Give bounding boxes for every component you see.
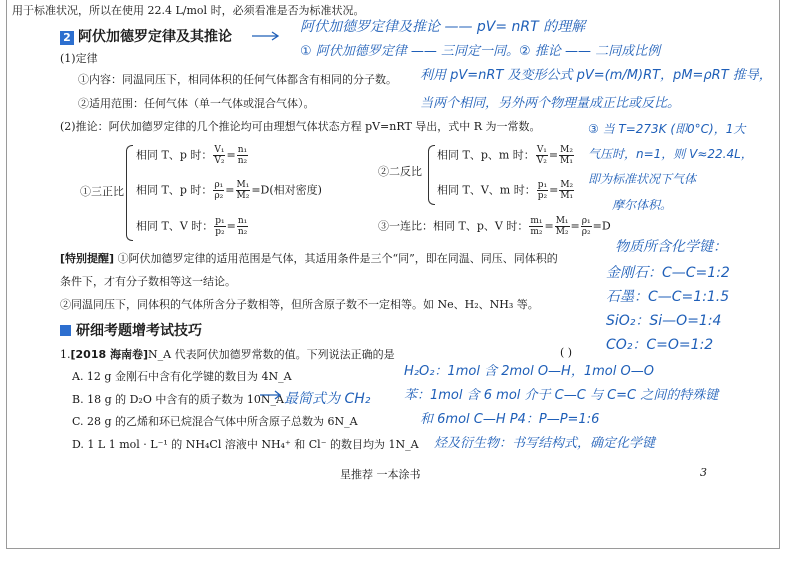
- note-law-summary: ① 阿伏加德罗定律 —— 三同定一同。② 推论 —— 二同成比例: [300, 44, 661, 59]
- footer-text: 星推荐 一本涂书: [340, 468, 421, 481]
- answer-paren: ( ): [560, 346, 573, 359]
- two-inverse-label: ②二反比: [378, 165, 422, 178]
- section1-title: 阿伏加德罗定律及其推论: [78, 29, 232, 45]
- note-diamond: 金刚石：C—C=1:2: [606, 265, 730, 281]
- note-benzene: 苯：1mol 含 6 mol 介于 C—C 与 C=C 之间的特殊键: [404, 388, 719, 403]
- note-stp-4: 摩尔体积。: [612, 198, 673, 212]
- arrow-icon: [258, 390, 284, 400]
- note-stp-2: 气压时，n=1，则 V≈22.4L，: [588, 147, 753, 161]
- note-bonds-title: 物质所含化学键：: [615, 239, 727, 255]
- note-hydrocarbon: 烃及衍生物：书写结构式，确定化学键: [434, 436, 656, 451]
- note-heading: 阿伏加德罗定律及推论 —— pV= nRT 的理解: [300, 19, 586, 35]
- ratio-row-3: 相同 T、V 时： $\frac{\text{p₁}}{\text{p₂}}$ = $\frac{\text{n₁}}{\text{n₂}}$: [136, 216, 248, 237]
- note-derivation: 利用 pV=nRT 及变形公式 pV=(m/M)RT，pM=ρRT 推导，: [420, 68, 772, 83]
- note-h2o2: H₂O₂：1mol 含 2mol O—H，1mol O—O: [404, 364, 654, 379]
- inverse-row-2: 相同 T、V、m 时： $\frac{\text{p₁}}{\text{p₂}}$ = $\frac{\text{M₂}}{\text{M₁}}$: [437, 180, 574, 201]
- definition-label: (1)定律: [60, 52, 98, 65]
- option-b: B. 18 g 的 D₂O 中含有的质子数为 10N_A: [72, 393, 284, 406]
- ratio-row-2: 相同 T、p 时： $\frac{\text{ρ₁}}{\text{ρ₂}}$ = $\frac{\text{M₁}}{\text{M₂}}$ =D(相对密度): [136, 180, 322, 201]
- arrow-icon: [250, 30, 282, 42]
- note-graphite: 石墨：C—C=1:1.5: [606, 289, 730, 305]
- note-sio2: SiO₂：Si—O=1:4: [606, 313, 722, 329]
- option-d: D. 1 L 1 mol · L⁻¹ 的 NH₄Cl 溶液中 NH₄⁺ 和 Cl⁻ 的数目均为 1N_A: [72, 438, 419, 451]
- inverse-row-1: 相同 T、p、m 时： $\frac{\text{V₁}}{\text{V₂}}$ = $\frac{\text{M₂}}{\text{M₁}}$: [437, 145, 573, 166]
- one-chain-row: ③一连比：相同 T、p、V 时： $\frac{\text{m₁}}{\text{m₂}}$ = $\frac{\text{M₁}}{\text{M₂}}$ = $\frac{\text{ρ₁}}{\text{ρ₂}}$ =D: [378, 216, 611, 237]
- section1-number: 2: [60, 31, 74, 45]
- note-stp-3: 即为标准状况下气体: [588, 172, 697, 186]
- tip-line-3: ②同温同压下，同体积的气体所含分子数相等，但所含原子数不一定相等。如 Ne、H₂、NH₃ 等。: [60, 298, 539, 311]
- note-ch-p4: 和 6mol C—H P4：P—P=1:6: [420, 412, 600, 427]
- inference-intro: (2)推论：阿伏加德罗定律的几个推论均可由理想气体状态方程 pV=nRT 导出，式中 R 为一常数。: [60, 120, 541, 133]
- option-c: C. 28 g 的乙烯和环已烷混合气体中所含原子总数为 6N_A: [72, 415, 358, 428]
- note-co2: CO₂：C=O=1:2: [606, 337, 714, 353]
- tip-line-1: [特别提醒] ①阿伏加德罗定律的适用范围是气体，其适用条件是三个“同”，即在同温、同压、同体积的: [60, 252, 558, 265]
- question-line: 1.[2018 海南卷]N_A 代表阿伏加德罗常数的值。下列说法正确的是: [60, 348, 395, 361]
- note-stp-1: ③ 当 T=273K (即0°C)，1大: [588, 122, 746, 136]
- page-number: 3: [700, 466, 707, 479]
- note-proportion: 当两个相同，另外两个物理量成正比或反比。: [420, 96, 681, 111]
- section2-heading: 研细考题增考试技巧: [60, 320, 202, 340]
- three-ratio-brace: [126, 145, 133, 241]
- tip-line-2: 条件下，才有分子数相等这一结论。: [60, 275, 236, 288]
- section2-marker-icon: [60, 325, 71, 336]
- law-content: ①内容：同温同压下，相同体积的任何气体都含有相同的分子数。: [78, 73, 397, 86]
- ratio-row-1: 相同 T、p 时： $\frac{\text{V₁}}{\text{V₂}}$ = $\frac{\text{n₁}}{\text{n₂}}$: [136, 145, 248, 166]
- section1-heading: [60, 26, 232, 46]
- note-ch2: 最简式为 CH₂: [284, 391, 371, 407]
- two-inverse-brace: [428, 145, 435, 205]
- three-ratio-label: ①三正比: [80, 185, 124, 198]
- top-text: 用于标准状况，所以在使用 22.4 L/mol 时，必须看准是否为标准状况。: [12, 4, 365, 17]
- law-scope: ②适用范围：任何气体（单一气体或混合气体）。: [78, 97, 315, 110]
- option-a: A. 12 g 金刚石中含有化学键的数目为 4N_A: [72, 370, 292, 383]
